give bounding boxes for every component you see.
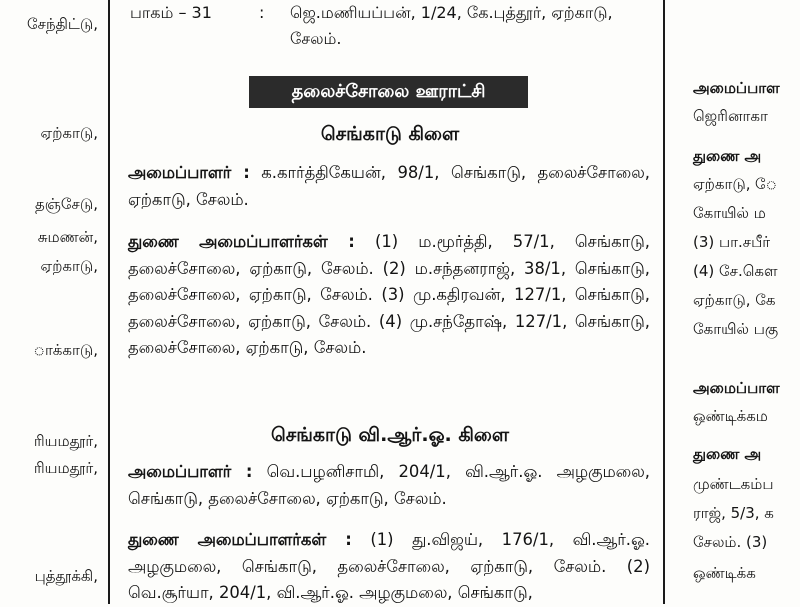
- right-fragment: (4) சே.கௌ: [693, 262, 778, 280]
- right-fragment: அமைப்பாள: [693, 379, 780, 397]
- ref-separator: :: [259, 3, 265, 22]
- left-fragment: ரியமதூர்,: [33, 432, 98, 450]
- left-fragment: தஞ்சேடு,: [35, 195, 98, 213]
- right-fragment: ஏற்காடு, கே: [693, 291, 776, 309]
- left-fragment: சேந்திட்டு,: [27, 15, 98, 33]
- left-fragment: புத்தூக்கி,: [34, 567, 98, 585]
- left-fragment: ஏற்காடு,: [40, 257, 98, 275]
- branch-title: செங்காடு கிளை: [320, 123, 460, 145]
- branch-title: செங்காடு வி.ஆர்.ஓ. கிளை: [270, 424, 510, 446]
- ref-line-1: ஜெ.மணியப்பன், 1/24, கே.புத்தூர், ஏற்காடு,: [290, 3, 613, 22]
- organizer-text: வெ.பழனிசாமி, 204/1, வி.ஆர்.ஓ. அழகுமலை, செங்காடு, தலைச்சோலை, ஏற்காடு, சேலம்.: [128, 462, 650, 508]
- ref-line-2: சேலம்.: [290, 29, 342, 48]
- section-heading: தலைச்சோலை ஊராட்சி: [249, 76, 528, 108]
- right-fragment: துணை அ: [693, 445, 762, 463]
- left-fragment: ாக்காடு,: [33, 341, 98, 359]
- right-fragment: (3) பா.சபீர்: [693, 233, 771, 251]
- deputy-text: (1) து.விஜய், 176/1, வி.ஆர்.ஓ. அழகுமலை, செங்காடு, தலைச்சோலை, ஏற்காடு, சேலம். (2) வெ.சூர்யா, 204/1, வி.ஆர்.ஓ. அழகுமலை, செங்காடு,: [128, 530, 650, 603]
- right-fragment: ஒண்டிக்க: [693, 564, 756, 582]
- right-fragment: கோயில் பகு: [693, 320, 779, 338]
- deputy-text: (1) ம.மூர்த்தி, 57/1, செங்காடு, தலைச்சோலை, ஏற்காடு, சேலம். (2) ம.சந்தனராஜ், 38/1, செங்காடு, தலைச்சோலை, ஏற்காடு, சேலம். (3) மு.கதிரவன், 127/1, செங்காடு, தலைச்சோலை, ஏற்காடு, சேலம். (4) மு.சந்தோஷ், 127/1, செங்காடு, தலைச்சோலை, ஏற்காடு, சேலம்.: [128, 232, 650, 358]
- column-divider-left: [108, 0, 110, 604]
- deputy-paragraph: [128, 527, 650, 607]
- left-fragment: ரியமதூர்,: [33, 459, 98, 477]
- deputy-label: துணை அமைப்பாளர்கள் :: [128, 530, 352, 549]
- right-fragment: ஏற்காடு, ே: [693, 175, 778, 193]
- organizer-label: அமைப்பாளர் :: [128, 163, 250, 182]
- deputy-label: துணை அமைப்பாளர்கள் :: [128, 232, 355, 251]
- organizer-paragraph: [128, 459, 650, 512]
- organizer-paragraph: [128, 160, 650, 213]
- right-fragment: ஜெரினாகா: [693, 107, 768, 125]
- left-column-fragments: [0, 0, 108, 604]
- organizer-label: அமைப்பாளர் :: [128, 462, 253, 481]
- right-column-fragments: [663, 0, 800, 604]
- left-fragment: சுமணன்,: [37, 228, 98, 246]
- left-fragment: ஏற்காடு,: [40, 124, 98, 142]
- organizer-text: க.கார்த்திகேயன், 98/1, செங்காடு, தலைச்சோலை, ஏற்காடு, சேலம்.: [128, 163, 650, 209]
- right-fragment: துணை அ: [693, 147, 762, 165]
- right-fragment: சேலம். (3): [693, 533, 768, 551]
- deputy-paragraph: [128, 229, 650, 362]
- right-fragment: ஒண்டிக்கம: [693, 407, 768, 425]
- right-fragment: அமைப்பாள: [693, 79, 780, 97]
- ref-label: பாகம் – 31: [130, 3, 212, 22]
- right-fragment: கோயில் ம: [693, 204, 766, 222]
- right-fragment: ராஜ், 5/3, க: [693, 504, 774, 522]
- right-fragment: முண்டகம்ப: [693, 475, 774, 493]
